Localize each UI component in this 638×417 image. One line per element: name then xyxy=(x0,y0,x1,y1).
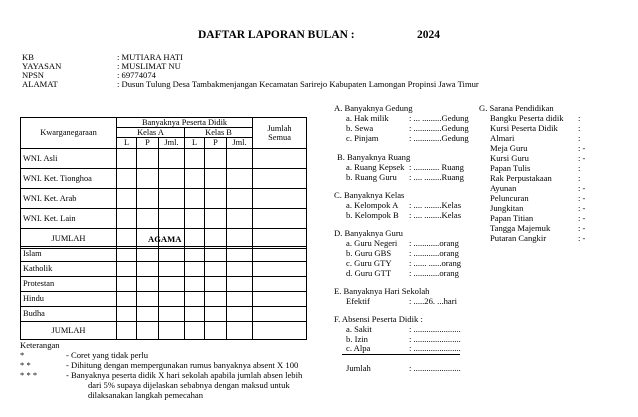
item-value: : ............orang xyxy=(409,268,459,278)
sum-divider xyxy=(342,354,460,355)
item-label: Jungkitan xyxy=(490,203,524,213)
table-row xyxy=(21,247,307,262)
item-label: Almari xyxy=(490,133,515,143)
item-value: : - xyxy=(578,143,586,153)
table-row xyxy=(21,277,307,292)
table-row xyxy=(21,208,307,228)
section-title: F. Absensi Peserta Didik : xyxy=(334,314,423,324)
header-value-npsn: : 69774074 xyxy=(117,70,156,80)
header-label-kb: KB xyxy=(22,52,34,62)
item-label: Kursi Peserta Didik xyxy=(490,123,558,133)
item-value: : - xyxy=(578,233,586,243)
item-value: : ... .........Gedung xyxy=(409,113,469,123)
note-text: - Banyaknya peserta didik X hari sekolah apabila jumlah absen lebih xyxy=(66,370,303,380)
item-value: : ...................... xyxy=(409,343,461,353)
col-kelas-a: Kelas A xyxy=(117,128,185,138)
row-label: Islam xyxy=(21,247,117,262)
note-text: dari 5% supaya dijelaskan sebabnya dengan maksud untuk xyxy=(88,380,290,390)
note-text: - Coret yang tidak perlu xyxy=(66,350,149,360)
item-label: Efektif xyxy=(346,296,370,306)
item-label: Putaran Cangkir xyxy=(490,233,547,243)
item-value: : ............orang xyxy=(409,248,459,258)
header-label-alamat: ALAMAT xyxy=(22,79,58,89)
sub-l-b: L xyxy=(185,138,205,148)
item-value: : ............orang xyxy=(409,238,459,248)
item-value: : ...................... xyxy=(409,334,461,344)
item-label: a. Ruang Kepsek xyxy=(346,162,405,172)
item-value: : .... ........Kelas xyxy=(409,200,462,210)
item-value: : xyxy=(578,113,581,123)
row-label-jumlah: JUMLAH xyxy=(21,228,117,248)
agama-heading: AGAMA xyxy=(148,234,182,244)
header-value-alamat: : Dusun Tulung Desa Tambakmenjangan Kecamatan Sarirejo Kabupaten Lamongan Propinsi Jawa Timur xyxy=(117,79,479,89)
item-label: b. Ruang Guru xyxy=(346,172,397,182)
item-label: Peluncuran xyxy=(490,193,529,203)
item-value-jumlah: : ...................... xyxy=(409,363,461,373)
item-label: c. Pinjam xyxy=(346,133,379,143)
row-label: WNI. Ket. Arab xyxy=(21,188,117,208)
table-row xyxy=(21,188,307,208)
item-label: Bangku Peserta didik xyxy=(490,113,564,123)
item-label: Ayunan xyxy=(490,183,517,193)
item-label: c. Guru GTY xyxy=(346,258,392,268)
item-label: Papan Tulis xyxy=(490,163,531,173)
item-value: : .... ........Kelas xyxy=(409,210,462,220)
item-value: : .... ........Ruang xyxy=(409,172,464,182)
note-text: - Dihitung dengan mempergunakan rumus banyaknya absent X 100 xyxy=(66,360,299,370)
item-value: : xyxy=(578,133,581,143)
item-label: b. Izin xyxy=(346,334,368,344)
note-mark: * * * xyxy=(20,370,38,380)
section-title: B. Banyaknya Ruang xyxy=(337,152,411,162)
section-title: G. Sarana Pendidikan xyxy=(479,103,554,113)
row-label: WNI. Ket. Lain xyxy=(21,208,117,228)
section-title: C. Banyaknya Kelas xyxy=(334,190,405,200)
table-row xyxy=(21,307,307,322)
report-title: DAFTAR LAPORAN BULAN : xyxy=(198,29,355,41)
item-label: Meja Guru xyxy=(490,143,528,153)
section-title: A. Banyaknya Gedung xyxy=(334,103,413,113)
note-mark: * xyxy=(20,350,25,360)
item-label: Tangga Majemuk xyxy=(490,223,551,233)
item-value: : ............ Ruang xyxy=(409,162,464,172)
sub-jml-a: Jml. xyxy=(159,138,185,148)
religion-table xyxy=(20,246,307,340)
item-value: : - xyxy=(578,203,586,213)
item-label: b. Sewa xyxy=(346,123,374,133)
section-title: D. Banyaknya Guru xyxy=(334,228,403,238)
notes-title: Keterangan xyxy=(20,340,60,350)
item-label: a. Sakit xyxy=(346,324,372,334)
sub-l-a: L xyxy=(117,138,137,148)
section-title: E. Banyaknya Hari Sekolah xyxy=(334,286,430,296)
note-mark: * * xyxy=(20,360,31,370)
item-value: : .............Gedung xyxy=(409,123,469,133)
item-label: c. Alpa xyxy=(346,343,371,353)
item-label: a. Kelompok A xyxy=(346,200,399,210)
col-kelas-b: Kelas B xyxy=(185,128,253,138)
citizenship-table xyxy=(20,117,307,249)
item-value: : xyxy=(578,173,581,183)
row-label-jumlah: JUMLAH xyxy=(21,322,117,340)
table-row xyxy=(21,292,307,307)
item-value: : - xyxy=(578,153,586,163)
item-label: Rak Perpustakaan xyxy=(490,173,552,183)
item-value: : .............Gedung xyxy=(409,133,469,143)
item-label: d. Guru GTT xyxy=(346,268,392,278)
sub-jml-b: Jml. xyxy=(227,138,253,148)
item-label-jumlah: Jumlah xyxy=(346,363,371,373)
col-kwarganegaraan: Kwarganegaraan xyxy=(21,118,117,149)
table-row-total xyxy=(21,322,307,340)
item-value: : .....26. ...hari xyxy=(409,296,457,306)
item-value: : - xyxy=(578,223,586,233)
row-label: Hindu xyxy=(21,292,117,307)
note-text: dilaksanakan langkah pemecahan xyxy=(88,390,204,400)
sub-p-a: P xyxy=(137,138,159,148)
row-label: WNI. Asli xyxy=(21,148,117,168)
item-value: : xyxy=(578,163,581,173)
item-label: b. Guru GBS xyxy=(346,248,392,258)
item-value: : - xyxy=(578,193,586,203)
item-value: : xyxy=(578,123,581,133)
table-row xyxy=(21,168,307,188)
header-label-npsn: NPSN xyxy=(22,70,44,80)
header-label-yayasan: YAYASAN xyxy=(22,61,62,71)
item-value: : - xyxy=(578,213,586,223)
row-label: WNI. Ket. Tionghoa xyxy=(21,168,117,188)
report-year: 2024 xyxy=(417,29,440,41)
row-label: Katholik xyxy=(21,262,117,277)
sub-p-b: P xyxy=(205,138,227,148)
header-value-yayasan: : MUSLIMAT NU xyxy=(117,61,181,71)
col-jumlah-semua: Jumlah Semua xyxy=(253,118,307,149)
header-value-kb: : MUTIARA HATI xyxy=(117,52,183,62)
item-value: : - xyxy=(578,183,586,193)
item-value: : ...... ......orang xyxy=(409,258,462,268)
item-label: a. Guru Negeri xyxy=(346,238,398,248)
table-row xyxy=(21,148,307,168)
item-label: a. Hak milik xyxy=(346,113,389,123)
item-value: : ...................... xyxy=(409,324,461,334)
item-label: b. Kelompok B xyxy=(346,210,399,220)
table-row xyxy=(21,262,307,277)
row-label: Protestan xyxy=(21,277,117,292)
col-banyaknya-peserta: Banyaknya Peserta Didik xyxy=(117,118,253,128)
item-label: Papan Titian xyxy=(490,213,534,223)
item-label: Kursi Guru xyxy=(490,153,529,163)
row-label: Budha xyxy=(21,307,117,322)
